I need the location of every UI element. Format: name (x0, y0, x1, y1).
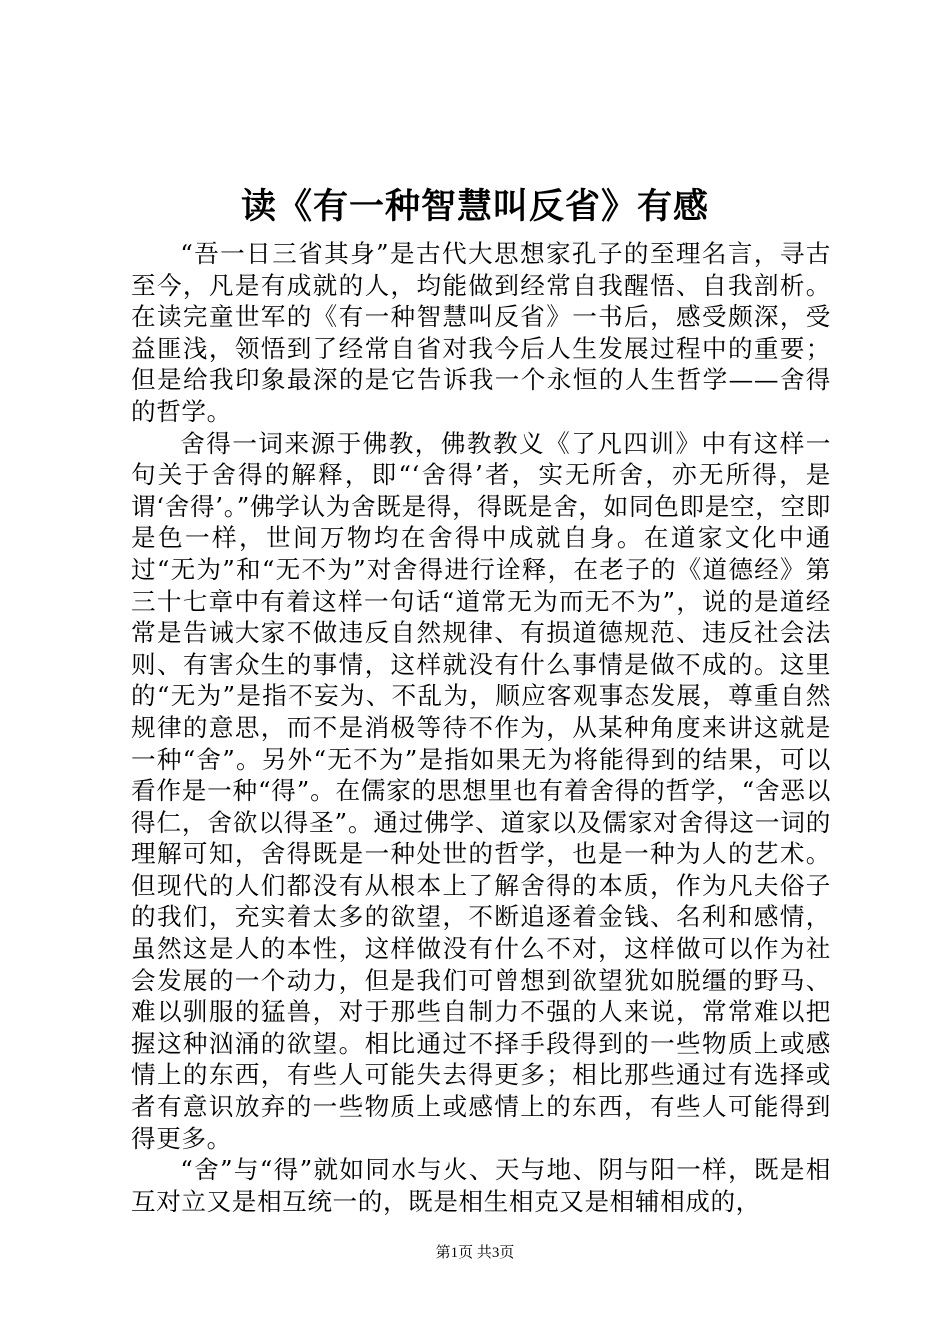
document-body (131, 238, 831, 1217)
page-footer (0, 1243, 950, 1263)
paragraph-3: “舍”与“得”就如同水与火、天与地、阴与阳一样，既是相互对立又是相互统一的，既是相生相克又是相辅相成的， (131, 1155, 831, 1216)
page-title: 读《有一种智慧叫反省》有感 (240, 187, 709, 227)
paragraph-1: “吾一日三省其身”是古代大思想家孔子的至理名言，寻古至今，凡是有成就的人，均能做到经常自我醒悟、自我剖析。在读完童世军的《有一种智慧叫反省》一书后，感受颇深，受益匪浅，领悟到了经常自省对我今后人生发展过程中的重要；但是给我印象最深的是它告诉我一个永恒的人生哲学——舍得的哲学。 (131, 239, 831, 426)
paragraph-2: 舍得一词来源于佛教，佛教教义《了凡四训》中有这样一句关于舍得的解释，即“‘舍得’者，实无所舍，亦无所得，是谓‘舍得’。”佛学认为舍既是得，得既是舍，如同色即是空，空即是色一样，世间万物均在舍得中成就自身。在道家文化中通过“无为”和“无不为”对舍得进行诠释，在老子的《道德经》第三十七章中有着这样一句话“道常无为而无不为”，说的是道经常是告诫大家不做违反自然规律、有损道德规范、违反社会法则、有害众生的事情，这样就没有什么事情是做不成的。这里的“无为”是指不妄为、不乱为，顺应客观事态发展，尊重自然规律的意思，而不是消极等待不作为，从某种角度来讲这就是一种“舍”。另外“无不为”是指如果无为将能得到的结果，可以看作是一种“得”。在儒家的思想里也有着舍得的哲学，“舍恶以得仁，舍欲以得圣”。通过佛学、道家以及儒家对舍得这一词的理解可知，舍得既是一种处世的哲学，也是一种为人的艺术。但现代的人们都没有从根本上了解舍得的本质，作为凡夫俗子的我们，充实着太多的欲望，不断追逐着金钱、名利和感情，虽然这是人的本性，这样做没有什么不对，这样做可以作为社会发展的一个动力，但是我们可曾想到欲望犹如脱缰的野马、难以驯服的猛兽，对于那些自制力不强的人来说，常常难以把握这种汹涌的欲望。相比通过不择手段得到的一些物质上或感情上的东西，有些人可能失去得更多；相比那些通过有选择或者有意识放弃的一些物质上或感情上的东西，有些人可能得到得更多。 (131, 428, 831, 1153)
page-number: 第1页 共3页 (435, 1245, 515, 1261)
